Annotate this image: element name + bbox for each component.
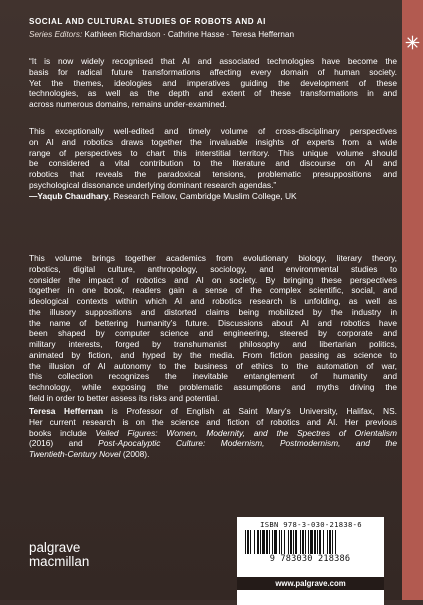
description-line: the name of bettering humanity’s future. Discussions about AI and robotics have (29, 317, 397, 328)
description-paragraph (29, 253, 397, 404)
description-line: this collection recognizes the inevitable entanglement of humanity and (29, 371, 397, 382)
isbn-label: ISBN 978-3-030-21838-6 (260, 520, 362, 529)
quote-line: technologies, as well as the depth and extent of these transformations in and (29, 88, 397, 99)
attribution-name: —Yaqub Chaudhary (29, 190, 109, 201)
author-name: Teresa Heffernan (29, 406, 104, 416)
quote-paragraph-1 (29, 56, 397, 110)
quote-line: Yet the themes, ideologies and imperatives guiding the development of these (29, 77, 397, 88)
quote-line: This exceptionally well-edited and timely volume of cross-disciplinary perspectives (29, 126, 397, 136)
publisher-name-line-2: macmillan (29, 554, 90, 569)
series-editors-names: Kathleen Richardson · Cathrine Hasse · Teresa Heffernan (84, 30, 295, 39)
description-line: consider the impact of robotics and AI on society. By bringing these perspectives (29, 274, 397, 285)
author-bio (29, 406, 397, 460)
series-title: SOCIAL AND CULTURAL STUDIES OF ROBOTS AND AI (29, 17, 266, 26)
description-line: ideological contexts within which AI and robotics research is unfolding, as well as (29, 296, 397, 306)
publisher-logo (29, 541, 89, 569)
book-title: Twentieth-Century Novel (29, 449, 121, 459)
bio-line (29, 406, 397, 417)
description-line: animated by fiction, and hyped by the media. From fiction passing as science to (29, 349, 397, 360)
bio-text: (2008). (120, 449, 150, 459)
series-editors (29, 30, 399, 39)
quote-line: be considered a vital contribution to the literature and discourse on AI and (29, 158, 397, 169)
description-line: together in one book, readers gain a sense of the complex scientific, social, and (29, 285, 397, 296)
description-line: technology, while exposing the problematic assumptions and myths driving the (29, 382, 397, 392)
description-line: field in order to better assess its risks and potential. (29, 392, 220, 403)
bio-text: is Professor of English at Saint Mary’s University, Halifax, NS. (103, 406, 397, 416)
quote-line: robotics that reveals the paradoxical tensions, problematic presuppositions and (29, 169, 397, 179)
bio-line (29, 438, 397, 449)
publisher-name-line-1: palgrave (29, 540, 81, 555)
bio-line (29, 428, 397, 439)
bio-text: books include (29, 427, 96, 438)
description-line: military interests, forged by transhumanist philosophy and libertarian politics, (29, 339, 397, 349)
quote-attribution (29, 191, 397, 202)
description-line: the illusion of AI autonomy to the business of ethics to the automation of war, (29, 360, 397, 371)
quote-line: basis for radical future transformations affecting every domain of human society. (29, 66, 397, 77)
quote-paragraph-2 (29, 126, 397, 201)
bio-text: (2016) and (29, 438, 99, 449)
barcode-number: 9 783030 218386 (239, 554, 381, 564)
quote-line: on AI and robotics draws together the invaluable insights of experts from a wide (29, 136, 397, 147)
description-line: been shaped by computer science and engineering, steered by corporate and (29, 328, 397, 339)
description-line: This volume brings together academics from evolutionary biology, literary theory, (29, 253, 397, 263)
bio-line (29, 449, 397, 460)
palgrave-star-icon (404, 34, 421, 51)
publisher-website: www.palgrave.com (237, 577, 384, 590)
book-title: Post-Apocalyptic Culture: Modernism, Postmodernism, and the (98, 438, 397, 449)
barcode-icon (244, 530, 376, 556)
quote-line: psychological dissonance underlying dominant research agendas.” (29, 179, 277, 190)
description-line: robotics, digital culture, anthropology, sociology, and environmental studies to (29, 263, 397, 274)
attribution-affiliation: , Research Fellow, Cambridge Muslim College, UK (108, 190, 297, 201)
quote-line: range of perspectives to chart this interstitial territory. This unique volume should (29, 147, 397, 158)
bio-line: Her current research is on the science and fiction of robotics and AI. Her previous (29, 416, 397, 427)
quote-line: across numerous domains, remains under-examined. (29, 99, 227, 109)
book-title: Veiled Figures: Women, Modernity, and the Spectres of Orientalism (95, 427, 398, 438)
series-editors-label: Series Editors: (29, 30, 83, 39)
spine-strip (402, 0, 423, 600)
description-line: the illusory suppositions and distorted claims being mobilized by the industry in (29, 306, 397, 317)
quote-line: “It is now widely recognised that AI and associated technologies have become the (29, 56, 397, 66)
